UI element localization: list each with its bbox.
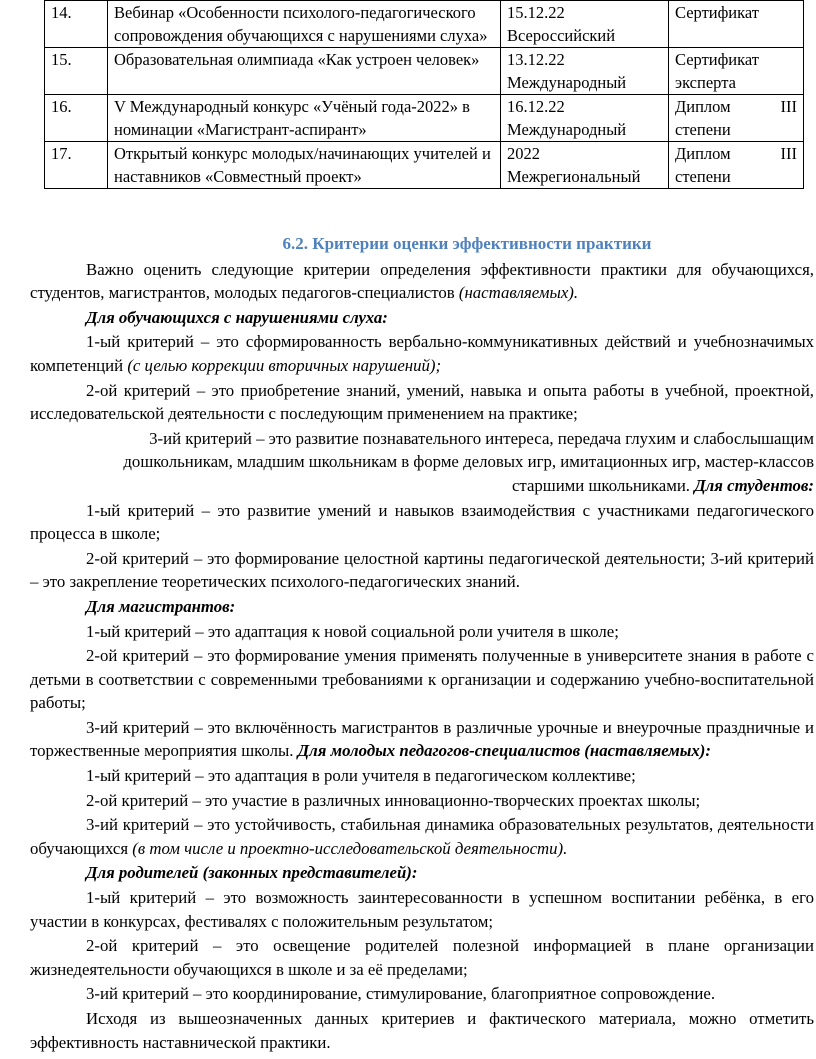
event-date: 2022 [507,144,540,163]
criterion-text: 3-ий критерий – это устойчивость, стабильная динамика образовательных результатов, деятельности обучающихся [30,815,814,858]
event-date-level [501,95,669,142]
event-title: V Международный конкурс «Учёный года-2022» в номинации «Магистрант-аспирант» [108,95,501,142]
criterion-paragraph: 2-ой критерий – это освещение родителей полезной информацией в плане организации жизнедеятельности обучающихся в школе и за её пределами; [30,936,814,979]
criterion-text: 3-ий критерий – это развитие познавательного интереса, передача глухим и слабослышащим дошкольникам, младшим школьникам в форме деловых игр, имитационных игр, мастер-классов старшими школьниками. [123,428,814,495]
criterion-italic: (в том числе и проектно-исследовательской деятельности). [132,838,568,858]
event-level: Международный [507,73,627,92]
criterion-paragraph [30,427,814,498]
event-date-level [501,1,669,48]
awards-table [44,0,804,189]
table-row [45,95,804,142]
subheading-parents [30,861,814,885]
event-title: Вебинар «Особенности психолого-педагогического сопровождения обучающихся с нарушениями слуха» [108,1,501,48]
row-number: 16. [45,95,108,142]
event-date-level [501,142,669,189]
subheading-masters-text: Для магистрантов: [86,596,236,616]
criterion-italic: (с целью коррекции вторичных нарушений); [127,355,442,375]
intro-paragraph [30,258,814,305]
subheading-hearing [30,306,814,330]
section-heading: 6.2. Критерии оценки эффективности практики [282,234,652,253]
criterion-text: 1-ый критерий – это сформированность вербально-коммуникативных действий и учебнозначимых компетенций [30,332,814,375]
event-level: Международный [507,120,627,139]
table-row [45,48,804,95]
event-date: 15.12.22 [507,3,565,22]
subheading-parents-text: Для родителей (законных представителей): [86,863,418,883]
criterion-paragraph: 2-ой критерий – это участие в различных инновационно-творческих проектах школы; [86,790,701,810]
criterion-paragraph: 1-ый критерий – это адаптация в роли учителя в педагогическом коллективе; [86,766,636,786]
criterion-paragraph [30,813,814,860]
criterion-paragraph: 2-ой критерий – это формирование целостной картины педагогической деятельности; 3-ий критерий – это закрепление теоретических психолого-педагогических знаний. [30,548,814,592]
subheading-young-teachers: Для молодых педагогов-специалистов (наставляемых): [297,741,711,761]
result-type: Диплом [675,144,731,163]
criterion-paragraph: 1-ый критерий – это возможность заинтересованности в успешном воспитании ребёнка, в его участии в конкурсах, фестивалях с положительным результатом; [30,888,814,931]
result-extra: эксперта [675,73,736,92]
event-result [669,95,804,142]
event-result [669,1,804,48]
table-row [45,1,804,48]
result-degree: III [780,144,797,163]
event-result [669,142,804,189]
event-level: Всероссийский [507,26,616,45]
row-number: 17. [45,142,108,189]
result-extra: степени [675,167,731,186]
event-title: Открытый конкурс молодых/начинающих учителей и наставников «Совместный проект» [108,142,501,189]
criterion-paragraph: 1-ый критерий – это адаптация к новой социальной роли учителя в школе; [86,621,619,641]
intro-italic: (наставляемых). [458,283,579,303]
result-type: Сертификат [675,50,759,69]
event-date: 16.12.22 [507,97,565,116]
event-date: 13.12.22 [507,50,565,69]
intro-text: Важно оценить следующие критерии определения эффективности практики для обучающихся, студентов, магистрантов, молодых педагогов-специалистов [30,259,814,303]
criterion-paragraph [30,330,814,377]
criterion-paragraph: 2-ой критерий – это приобретение знаний, умений, навыка и опыта работы в учебной, проектной, исследовательской деятельности с последующим применением на практике; [30,380,814,424]
criterion-paragraph [30,716,814,763]
event-title: Образовательная олимпиада «Как устроен человек» [108,48,501,95]
result-extra: степени [675,120,731,139]
criteria-section [30,232,814,1054]
result-degree: III [780,97,797,116]
table-row [45,142,804,189]
result-type: Диплом [675,97,731,116]
event-level: Межрегиональный [507,167,641,186]
subheading-students: Для студентов: [694,475,814,495]
subheading-masters [30,595,814,619]
event-date-level [501,48,669,95]
result-type: Сертификат [675,3,759,22]
criterion-paragraph: 1-ый критерий – это развитие умений и навыков взаимодействия с участниками педагогического процесса в школе; [30,500,814,544]
event-result [669,48,804,95]
criterion-paragraph: 3-ий критерий – это координирование, стимулирование, благоприятное сопровождение. [86,984,716,1004]
row-number: 15. [45,48,108,95]
conclusion-paragraph: Исходя из вышеозначенных данных критериев и фактического материала, можно отметить эффективность наставнической практики. [30,1009,814,1052]
subheading-hearing-text: Для обучающихся с нарушениями слуха: [86,307,388,327]
criterion-text: 3-ий критерий – это включённость магистрантов в различные урочные и внеурочные праздничные и торжественные мероприятия школы. [30,717,814,761]
row-number: 14. [45,1,108,48]
criterion-paragraph: 2-ой критерий – это формирование умения применять полученные в университете знания в работе с детьми в соответствии с современными требованиями к организации и содержанию учебно-воспитательной работы; [30,646,814,713]
